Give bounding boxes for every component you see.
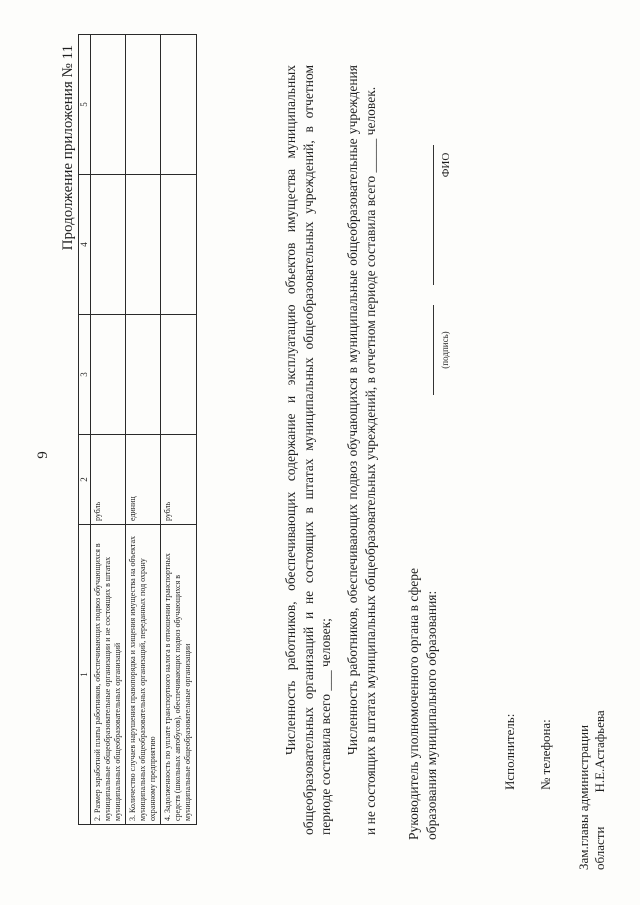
header-cell: 1 — [79, 525, 91, 825]
header-cell: 4 — [79, 175, 91, 315]
staff-transport-paragraph: Численность работников, обеспечивающих подвоз обучающихся в муниципальные общеобразовательные учреждения и не состоящих в штатах муниципальных общеобразовательных учреждений, в отчетном периоде составила всего _____ человек. — [345, 65, 378, 835]
signature-label: (подпись) — [440, 331, 450, 369]
deputy-title-line2 — [592, 710, 607, 870]
table-row — [91, 35, 126, 825]
head-of-authority-block — [405, 360, 440, 840]
executor-label: Исполнитель: — [502, 713, 517, 790]
value-cell — [161, 175, 197, 315]
indicator-cell: 3. Количество случаев нарушения правопорядка и хищения имущества на объектах муниципальных общеобразовательных организаций, переданных под охрану охранному предприятию — [126, 525, 161, 825]
header-cell: 2 — [79, 435, 91, 525]
appendix-title: Продолжение приложения № 11 — [60, 45, 76, 251]
value-cell — [161, 315, 197, 435]
value-cell — [91, 175, 126, 315]
value-cell — [91, 315, 126, 435]
fio-label: ФИО — [440, 152, 452, 178]
table-header-row — [79, 35, 91, 825]
indicators-table — [78, 34, 197, 825]
unit-cell: единиц — [126, 435, 161, 525]
value-cell — [126, 35, 161, 175]
value-cell — [91, 35, 126, 175]
value-cell — [126, 315, 161, 435]
indicator-cell: 2. Размер заработной платы работников, обеспечивающих подвоз обучающихся в муниципальные общеобразовательные организации и не состоящих в штатах муниципальных общеобразовательных организаций — [91, 525, 126, 825]
page-number: 9 — [35, 451, 51, 459]
value-cell — [126, 175, 161, 315]
fio-line — [433, 145, 434, 285]
deputy-region: области — [592, 826, 607, 870]
document-page — [20, 25, 620, 885]
value-cell — [161, 35, 197, 175]
unit-cell: рубль — [91, 435, 126, 525]
header-cell: 3 — [79, 315, 91, 435]
unit-cell: рубль — [161, 435, 197, 525]
table-row — [161, 35, 197, 825]
header-cell: 5 — [79, 35, 91, 175]
deputy-name: Н.Е.Астафьева — [592, 710, 607, 793]
head-of-authority-line2: образования муниципального образования: — [423, 590, 439, 840]
staff-maintenance-paragraph: Численность работников, обеспечивающих содержание и эксплуатацию объектов имущества муниципальных общеобразовательных организаций и не состоящих в штатах муниципальных общеобразовательных учреждений, в отчетном периоде составила всего ___ человек; — [283, 65, 333, 835]
deputy-title-line1: Зам.главы администрации — [576, 724, 591, 870]
table-row — [126, 35, 161, 825]
phone-label: № телефона: — [538, 719, 553, 790]
indicator-cell: 4. Задолженность по уплате транспортного налога в отношении транспортных средств (школьных автобусов), обеспечивающих подвоз обучающихся в муниципальные общеобразовательные организации — [161, 525, 197, 825]
head-of-authority-line1: Руководитель уполномоченного органа в сфере — [406, 567, 421, 840]
signature-line — [433, 305, 434, 395]
